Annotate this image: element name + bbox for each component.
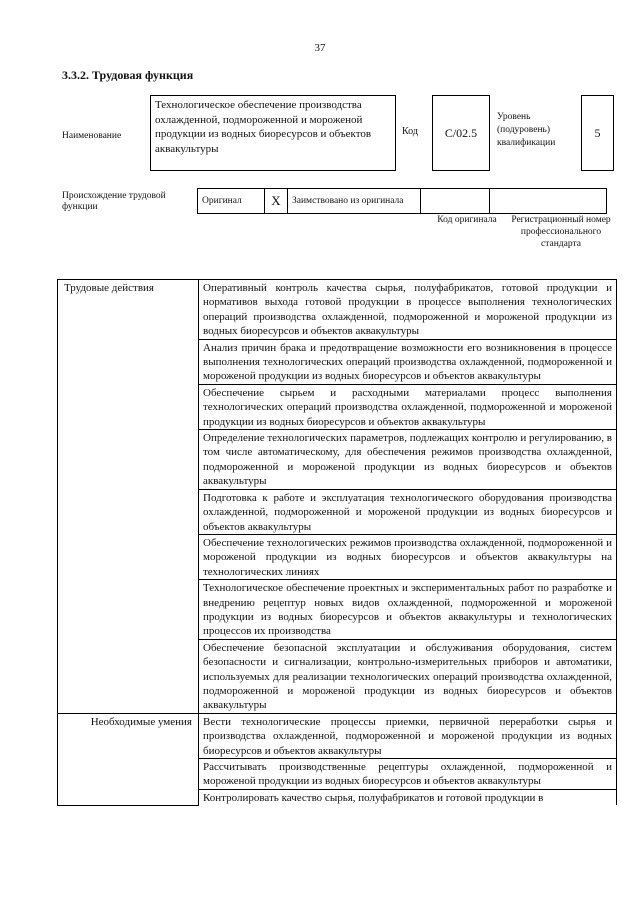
list-item: Подготовка к работе и эксплуатация технологического оборудования производства охлажденной, подмороженной и мороженой продукции из водных биоресурсов и объектов аквакультуры <box>199 489 617 534</box>
list-item: Обеспечение технологических режимов производства охлажденной, подмороженной и мороженой продукции из водных биоресурсов и объектов аквакультуры на технологических линиях <box>199 534 617 579</box>
list-item: Обеспечение сырьем и расходными материалами процесс выполнения технологических операций производства охлажденной, подмороженной и мороженой продукции из водных биоресурсов и объектов аквакультуры <box>199 384 617 429</box>
list-item: Анализ причин брака и предотвращение возможности его возникновения в процессе выполнения технологических операций производства охлажденной, подмороженной и мороженой продукции из водных биоресурсов и объектов аквакультуры <box>199 339 617 384</box>
function-name-box: Технологическое обеспечение производства охлажденной, подмороженной и мороженой продукции из водных биоресурсов и объектов аквакультуры <box>150 95 396 171</box>
original-mark: X <box>265 189 288 214</box>
origin-reg-cell <box>490 189 607 214</box>
level-value-box: 5 <box>581 95 614 171</box>
code-label: Код <box>402 126 418 137</box>
table-row <box>58 713 617 758</box>
actions-heading: Трудовые действия <box>58 280 199 714</box>
list-item: Вести технологические процессы приемки, первичной переработки сырья и производства охлажденной, подмороженной и мороженой продукции из водных биоресурсов и объектов аквакультуры <box>199 713 617 758</box>
function-details-table <box>57 279 617 806</box>
level-label: Уровень (подуровень) квалификации <box>497 112 556 148</box>
origin-table <box>197 188 607 214</box>
code-caption: Код оригинала <box>437 215 497 225</box>
original-label: Оригинал <box>198 189 265 214</box>
list-item: Определение технологических параметров, подлежащих контролю и регулированию, в том числе автоматическому, для обеспечения режимов производства охлажденной, подмороженной и мороженой продукции из водных биоресурсов и объектов аквакультуры <box>199 430 617 490</box>
list-item: Оперативный контроль качества сырья, полуфабрикатов, готовой продукции и нормативов выхода готовой продукции в процессе выполнения технологических операций производства охлажденной, подмороженной и мороженой продукции из водных биоресурсов и объектов аквакультуры <box>199 280 617 340</box>
name-label: Наименование <box>62 131 122 141</box>
list-item: Обеспечение безопасной эксплуатации и обслуживания оборудования, систем безопасности и сигнализации, контрольно-измерительных приборов и автоматики, используемых для реализации технологических операций производства охлажденной, подмороженной и мороженой продукции из водных биоресурсов и объектов аквакультуры <box>199 639 617 713</box>
list-item: Технологическое обеспечение проектных и экспериментальных работ по разработке и внедрению рецептур новых видов охлажденной, подмороженной и мороженой продукции из водных биоресурсов и объектов аквакультуры и технологических процессов их производства <box>199 580 617 640</box>
origin-code-cell <box>421 189 490 214</box>
list-item: Контролировать качество сырья, полуфабрикатов и готовой продукции в <box>199 789 617 805</box>
list-item: Рассчитывать производственные рецептуры охлажденной, подмороженной и мороженой продукции из водных биоресурсов и объектов аквакультуры <box>199 759 617 790</box>
skills-heading: Необходимые умения <box>58 713 199 805</box>
section-title: 3.3.2. Трудовая функция <box>62 68 194 82</box>
origin-label: Происхождение трудовой функции <box>62 191 166 212</box>
borrowed-label: Заимствовано из оригинала <box>288 189 421 214</box>
table-row <box>58 280 617 340</box>
page-number: 37 <box>314 42 326 54</box>
code-value-box: C/02.5 <box>432 95 490 171</box>
reg-caption: Регистрационный номер профессионального стандарта <box>511 215 611 249</box>
